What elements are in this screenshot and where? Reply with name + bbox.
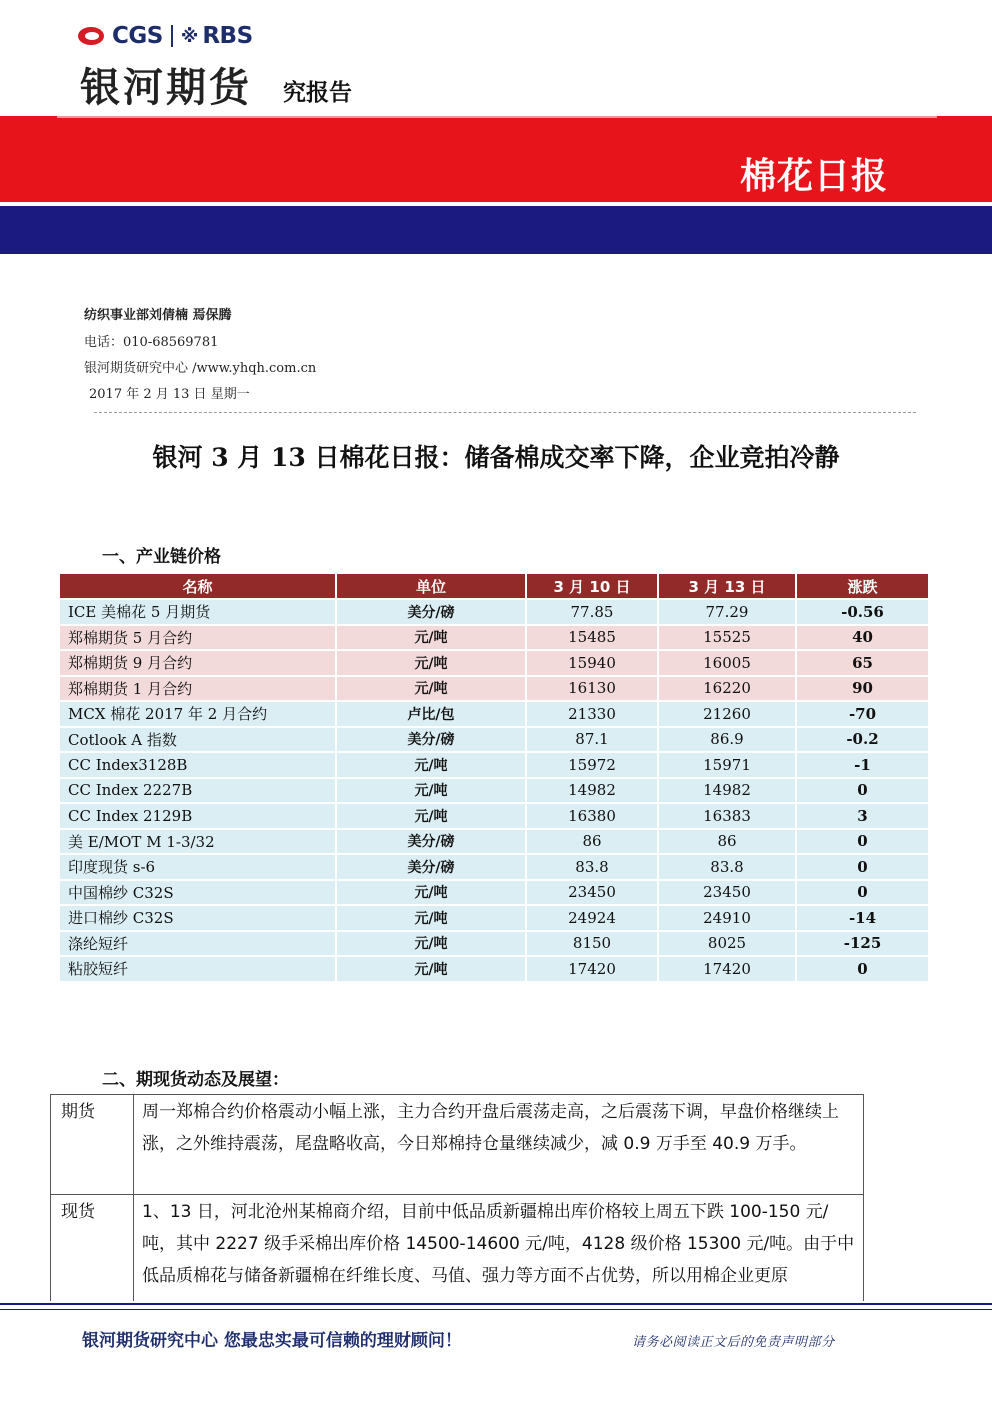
row-unit: 元/吨 bbox=[336, 778, 526, 804]
row-value-2: 86 bbox=[658, 829, 796, 855]
futures-row bbox=[51, 1095, 864, 1195]
table-row bbox=[59, 625, 929, 651]
table-row bbox=[59, 701, 929, 727]
table-row bbox=[59, 727, 929, 753]
futures-label: 期货 bbox=[51, 1095, 134, 1195]
row-name: 进口棉纱 C32S bbox=[59, 905, 336, 931]
row-change: 65 bbox=[796, 650, 929, 676]
row-name: 涤纶短纤 bbox=[59, 931, 336, 957]
header-unit: 单位 bbox=[336, 573, 526, 599]
report-band-title: 棉花日报 bbox=[739, 156, 888, 197]
page-title: 银河 3 月 13 日棉花日报：储备棉成交率下降，企业竞拍冷静 bbox=[152, 443, 840, 472]
row-unit: 元/吨 bbox=[336, 905, 526, 931]
table-row bbox=[59, 676, 929, 702]
spot-text: 1、13 日，河北沧州某棉商介绍，目前中低品质新疆棉出库价格较上周五下跌 100-150 元/吨，其中 2227 级手采棉出库价格 14500-14600 元/吨，4128 级价格 15300 元/吨。由于中低品质棉花与储备新疆棉在纤维长度、马值、强力等方面不占优势，所以用棉企业更原 bbox=[134, 1195, 864, 1302]
row-name: MCX 棉花 2017 年 2 月合约 bbox=[59, 701, 336, 727]
row-name: 印度现货 s-6 bbox=[59, 854, 336, 880]
logo-cgs-text: CGS bbox=[112, 23, 163, 49]
footer-divider bbox=[0, 1303, 992, 1305]
row-value-1: 15940 bbox=[526, 650, 658, 676]
row-value-1: 15485 bbox=[526, 625, 658, 651]
row-change: -125 bbox=[796, 931, 929, 957]
row-value-1: 21330 bbox=[526, 701, 658, 727]
row-value-2: 16220 bbox=[658, 676, 796, 702]
row-change: 90 bbox=[796, 676, 929, 702]
rbs-logo-icon: ※ bbox=[180, 25, 199, 47]
row-value-1: 77.85 bbox=[526, 599, 658, 625]
row-name: CC Index3128B bbox=[59, 752, 336, 778]
table-row bbox=[59, 905, 929, 931]
row-name: 粘胶短纤 bbox=[59, 956, 336, 982]
logo-divider bbox=[171, 25, 173, 47]
logo-rbs-text: RBS bbox=[202, 23, 253, 49]
footer-divider-thin bbox=[0, 1309, 992, 1310]
row-value-1: 87.1 bbox=[526, 727, 658, 753]
cgs-logo-icon bbox=[78, 25, 108, 47]
row-unit: 美分/磅 bbox=[336, 829, 526, 855]
header-date-2: 3 月 13 日 bbox=[658, 573, 796, 599]
row-value-2: 23450 bbox=[658, 880, 796, 906]
table-row bbox=[59, 778, 929, 804]
row-unit: 元/吨 bbox=[336, 956, 526, 982]
row-change: 0 bbox=[796, 778, 929, 804]
footer-slogan: 银河期货研究中心 您最忠实最可信赖的理财顾问！ bbox=[82, 1331, 462, 1351]
row-name: Cotlook A 指数 bbox=[59, 727, 336, 753]
footer-disclaimer-note: 请务必阅读正文后的免责声明部分 bbox=[632, 1335, 835, 1350]
row-name: 美 E/MOT M 1-3/32 bbox=[59, 829, 336, 855]
table-row bbox=[59, 880, 929, 906]
row-change: -0.56 bbox=[796, 599, 929, 625]
row-unit: 美分/磅 bbox=[336, 599, 526, 625]
row-value-2: 83.8 bbox=[658, 854, 796, 880]
header-navy-band bbox=[0, 206, 992, 254]
spot-row bbox=[51, 1195, 864, 1302]
spot-label: 现货 bbox=[51, 1195, 134, 1302]
row-value-2: 15971 bbox=[658, 752, 796, 778]
row-change: -14 bbox=[796, 905, 929, 931]
row-change: -0.2 bbox=[796, 727, 929, 753]
report-type: 究报告 bbox=[283, 80, 352, 106]
row-value-2: 8025 bbox=[658, 931, 796, 957]
row-value-1: 14982 bbox=[526, 778, 658, 804]
row-value-2: 24910 bbox=[658, 905, 796, 931]
author-phone: 电话：010-68569781 bbox=[84, 335, 219, 350]
row-unit: 元/吨 bbox=[336, 752, 526, 778]
company-logo bbox=[78, 22, 253, 50]
row-unit: 元/吨 bbox=[336, 880, 526, 906]
dashed-divider bbox=[94, 412, 916, 413]
row-value-1: 16380 bbox=[526, 803, 658, 829]
row-change: 0 bbox=[796, 956, 929, 982]
row-name: ICE 美棉花 5 月期货 bbox=[59, 599, 336, 625]
row-unit: 元/吨 bbox=[336, 676, 526, 702]
row-unit: 元/吨 bbox=[336, 931, 526, 957]
row-change: 40 bbox=[796, 625, 929, 651]
row-change: -1 bbox=[796, 752, 929, 778]
section-1-title: 一、产业链价格 bbox=[102, 547, 221, 567]
dynamics-table bbox=[50, 1094, 864, 1301]
row-change: 0 bbox=[796, 829, 929, 855]
header-change: 涨跌 bbox=[796, 573, 929, 599]
row-unit: 美分/磅 bbox=[336, 727, 526, 753]
table-row bbox=[59, 931, 929, 957]
futures-text: 周一郑棉合约价格震动小幅上涨，主力合约开盘后震荡走高，之后震荡下调，早盘价格继续上涨，之外维持震荡，尾盘略收高，今日郑棉持仓量继续减少，减 0.9 万手至 40.9 万手。 bbox=[134, 1095, 864, 1195]
row-value-2: 15525 bbox=[658, 625, 796, 651]
row-unit: 卢比/包 bbox=[336, 701, 526, 727]
table-header-row bbox=[59, 573, 929, 599]
report-date: 2017 年 2 月 13 日 星期一 bbox=[89, 387, 250, 402]
row-unit: 美分/磅 bbox=[336, 854, 526, 880]
row-value-2: 86.9 bbox=[658, 727, 796, 753]
table-row bbox=[59, 650, 929, 676]
row-name: CC Index 2129B bbox=[59, 803, 336, 829]
row-value-2: 21260 bbox=[658, 701, 796, 727]
row-value-1: 23450 bbox=[526, 880, 658, 906]
header-name: 名称 bbox=[59, 573, 336, 599]
row-name: 郑棉期货 9 月合约 bbox=[59, 650, 336, 676]
row-name: 郑棉期货 1 月合约 bbox=[59, 676, 336, 702]
row-value-1: 16130 bbox=[526, 676, 658, 702]
row-value-1: 17420 bbox=[526, 956, 658, 982]
brand-name: 银河期货 bbox=[80, 65, 252, 111]
table-row bbox=[59, 854, 929, 880]
section-2-title: 二、期现货动态及展望： bbox=[102, 1070, 289, 1090]
row-value-1: 86 bbox=[526, 829, 658, 855]
table-row bbox=[59, 956, 929, 982]
row-change: 0 bbox=[796, 880, 929, 906]
author-website: 银河期货研究中心 /www.yhqh.com.cn bbox=[84, 361, 317, 376]
row-value-1: 8150 bbox=[526, 931, 658, 957]
row-unit: 元/吨 bbox=[336, 803, 526, 829]
row-value-1: 83.8 bbox=[526, 854, 658, 880]
row-value-2: 16383 bbox=[658, 803, 796, 829]
row-value-2: 14982 bbox=[658, 778, 796, 804]
row-change: 0 bbox=[796, 854, 929, 880]
table-row bbox=[59, 599, 929, 625]
author-dept: 纺织事业部刘倩楠 焉保腾 bbox=[84, 308, 232, 323]
table-row bbox=[59, 803, 929, 829]
row-value-1: 15972 bbox=[526, 752, 658, 778]
row-name: 郑棉期货 5 月合约 bbox=[59, 625, 336, 651]
header-date-1: 3 月 10 日 bbox=[526, 573, 658, 599]
row-value-2: 16005 bbox=[658, 650, 796, 676]
row-change: -70 bbox=[796, 701, 929, 727]
row-value-1: 24924 bbox=[526, 905, 658, 931]
table-row bbox=[59, 829, 929, 855]
row-unit: 元/吨 bbox=[336, 650, 526, 676]
row-value-2: 17420 bbox=[658, 956, 796, 982]
row-change: 3 bbox=[796, 803, 929, 829]
row-name: 中国棉纱 C32S bbox=[59, 880, 336, 906]
row-value-2: 77.29 bbox=[658, 599, 796, 625]
row-name: CC Index 2227B bbox=[59, 778, 336, 804]
price-table bbox=[58, 572, 930, 983]
table-row bbox=[59, 752, 929, 778]
row-unit: 元/吨 bbox=[336, 625, 526, 651]
